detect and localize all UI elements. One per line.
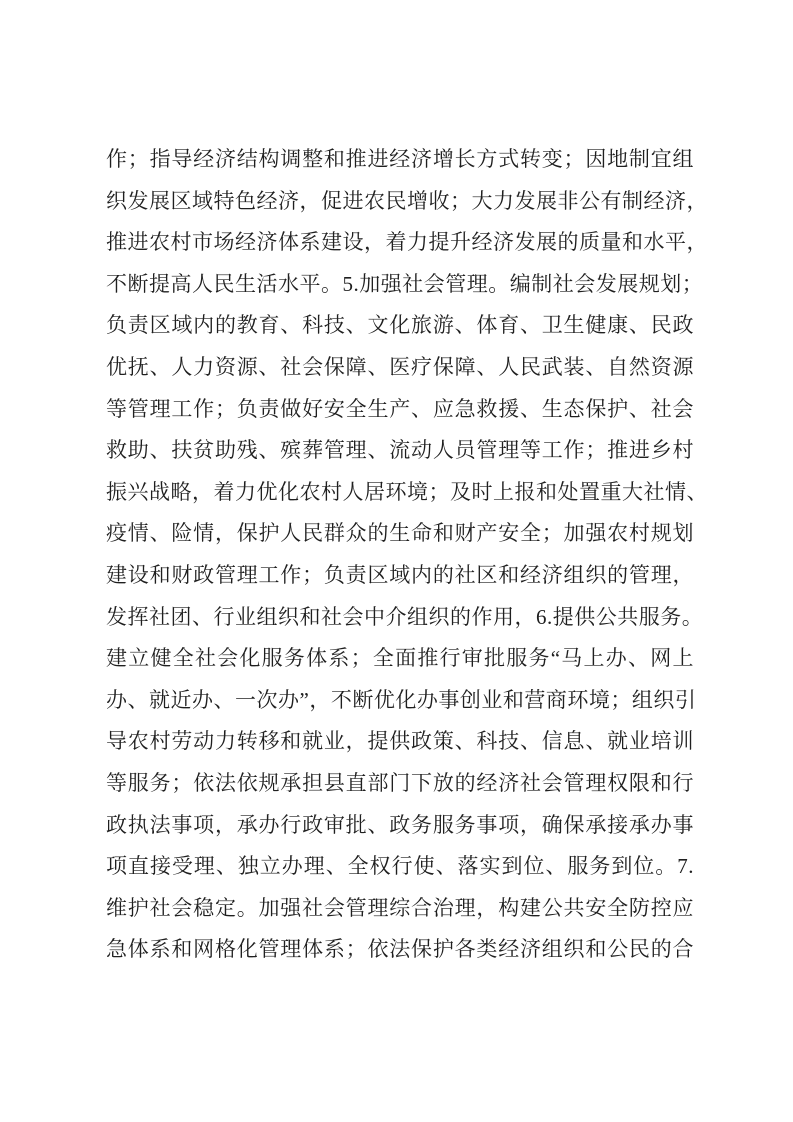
text-line-17: 政执法事项，承办行政审批、政务服务事项，确保承接承办事 (106, 812, 694, 837)
text-line-04: 不断提高人民生活水平。5.加强社会管理。编制社会发展规划； (106, 271, 704, 296)
text-line-02: 织发展区域特色经济，促进农民增收；大力发展非公有制经济， (106, 188, 708, 213)
text-line-08: 救助、扶贫助残、殡葬管理、流动人员管理等工作；推进乡村 (106, 438, 694, 463)
paragraph-block (106, 139, 708, 971)
text-line-15: 导农村劳动力转移和就业，提供政策、科技、信息、就业培训 (106, 729, 694, 754)
text-line-01: 作；指导经济结构调整和推进经济增长方式转变；因地制宜组 (106, 147, 694, 171)
text-line-13: 建立健全社会化服务体系；全面推行审批服务“马上办、网上 (106, 646, 694, 671)
text-line-16: 等服务；依法依规承担县直部门下放的经济社会管理权限和行 (106, 770, 694, 795)
text-line-14: 办、就近办、一次办”，不断优化办事创业和营商环境；组织引 (106, 687, 697, 712)
text-line-12: 发挥社团、行业组织和社会中介组织的作用，6.提供公共服务。 (106, 604, 704, 629)
text-line-11: 建设和财政管理工作；负责区域内的社区和经济组织的管理， (106, 562, 694, 587)
text-line-03: 推进农村市场经济体系建设，着力提升经济发展的质量和水平， (106, 230, 708, 255)
text-line-20: 急体系和网格化管理体系；依法保护各类经济组织和公民的合 (106, 937, 694, 962)
text-line-10: 疫情、险情，保护人民群众的生命和财产安全；加强农村规划 (106, 521, 694, 546)
text-line-05: 负责区域内的教育、科技、文化旅游、体育、卫生健康、民政 (106, 313, 694, 338)
text-line-09: 振兴战略，着力优化农村人居环境；及时上报和处置重大社情、 (106, 479, 708, 504)
text-line-06: 优抚、人力资源、社会保障、医疗保障、人民武装、自然资源 (106, 354, 694, 379)
text-line-18: 项直接受理、独立办理、全权行使、落实到位、服务到位。7. (106, 854, 694, 879)
text-line-19: 维护社会稳定。加强社会管理综合治理，构建公共安全防控应 (106, 895, 694, 920)
text-line-07: 等管理工作；负责做好安全生产、应急救援、生态保护、社会 (106, 396, 694, 421)
